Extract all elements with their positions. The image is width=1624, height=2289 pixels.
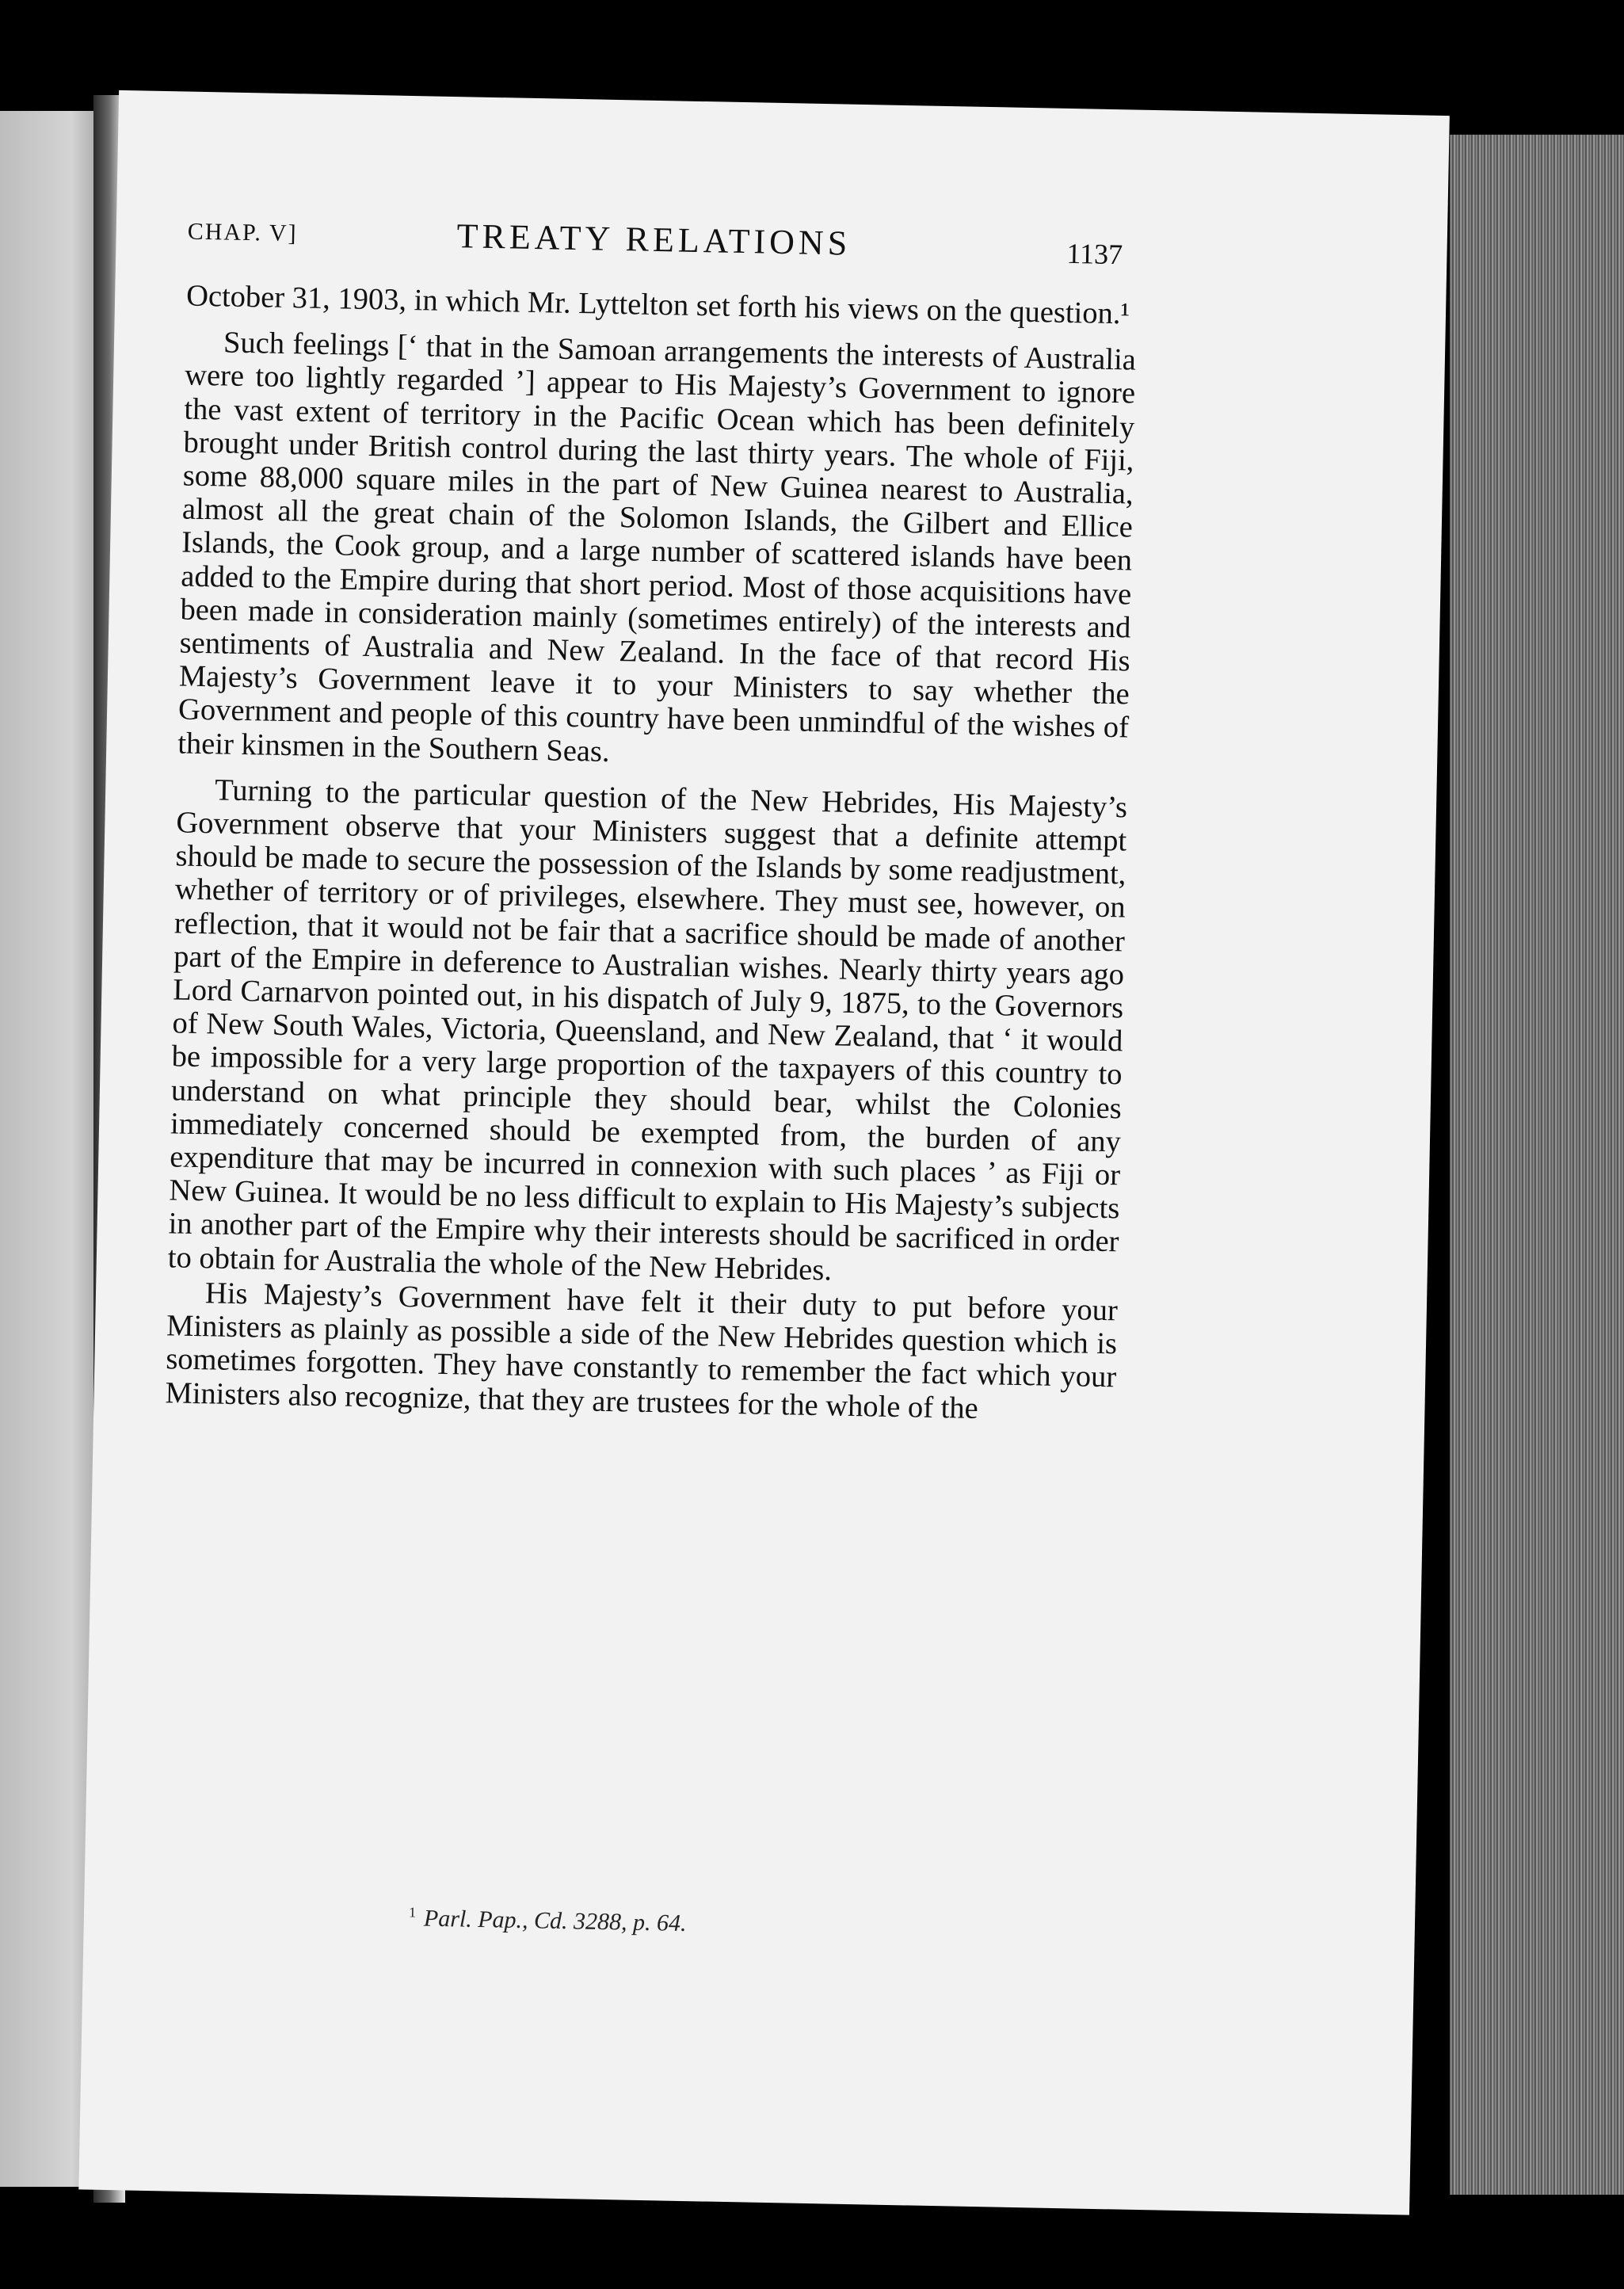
running-head-chapter: CHAP. V]	[187, 218, 298, 247]
block-quote-paragraph: His Majesty’s Government have felt it their duty to put before your Ministers as plainly as possible a side of the New Hebrides question which is sometimes forgotten. They have constantly to remember the fact which your Ministers also recognize, that they are trustees for the whole of the	[165, 1276, 1119, 1425]
book-fore-edge	[1450, 135, 1624, 2195]
book-page	[78, 90, 1450, 2215]
page-number: 1137	[1066, 237, 1123, 271]
block-quote-paragraph: Turning to the particular question of the New Hebrides, His Majesty’s Government observe that your Ministers suggest that a definite attempt should be made to secure the possession of the Islands by some readjustment, whether of territory or of privileges, elsewhere. They must see, however, on reflection, that it would not be fair that a sacrifice should be made of another part of the Empire in deference to Australian wishes. Nearly thirty years ago Lord Carnarvon pointed out, in his dispatch of July 9, 1875, to the Governors of New South Wales, Victoria, Queensland, and New Zealand, that ‘ it would be impossible for a very large proportion of the taxpayers of this country to understand on what principle they should bear, whilst the Colonies immediately concerned should be exempted from, the burden of any expenditure that may be incurred in connexion with such places ’ as Fiji or New Guinea. It would be no less difficult to explain to His Majesty’s subjects in another part of the Empire why their interests should be sacrificed in order to obtain for Australia the whole of the New Hebrides.	[167, 773, 1128, 1288]
footnote-mark: 1	[408, 1904, 417, 1921]
block-quote-paragraph: Such feelings [‘ that in the Samoan arrangements the interests of Australia were too lightly regarded ’] appear to His Majesty’s Government to ignore the vast extent of territory in the Pacific Ocean which has been definitely brought under British control during the last thirty years. The whole of Fiji, some 88,000 square miles in the part of New Guinea nearest to Australia, almost all the great chain of the Solomon Islands, the Gilbert and Ellice Islands, the Cook group, and a large number of scattered islands have been added to the Empire during that short period. Most of those acquisitions have been made in consideration mainly (sometimes entirely) of the interests and sentiments of Australia and New Zealand. In the face of that record His Majesty’s Government leave it to your Ministers to say whether the Government and people of this country have been unmindful of the wishes of their kinsmen in the Southern Seas.	[177, 326, 1137, 769]
running-head-title: TREATY RELATIONS	[456, 216, 852, 263]
footnote	[409, 1904, 687, 1937]
footnote-text: Parl. Pap., Cd. 3288, p. 64.	[423, 1905, 687, 1937]
body-text	[165, 278, 1137, 1428]
paragraph: October 31, 1903, in which Mr. Lyttelton set forth his views on the question.¹	[185, 279, 1130, 331]
